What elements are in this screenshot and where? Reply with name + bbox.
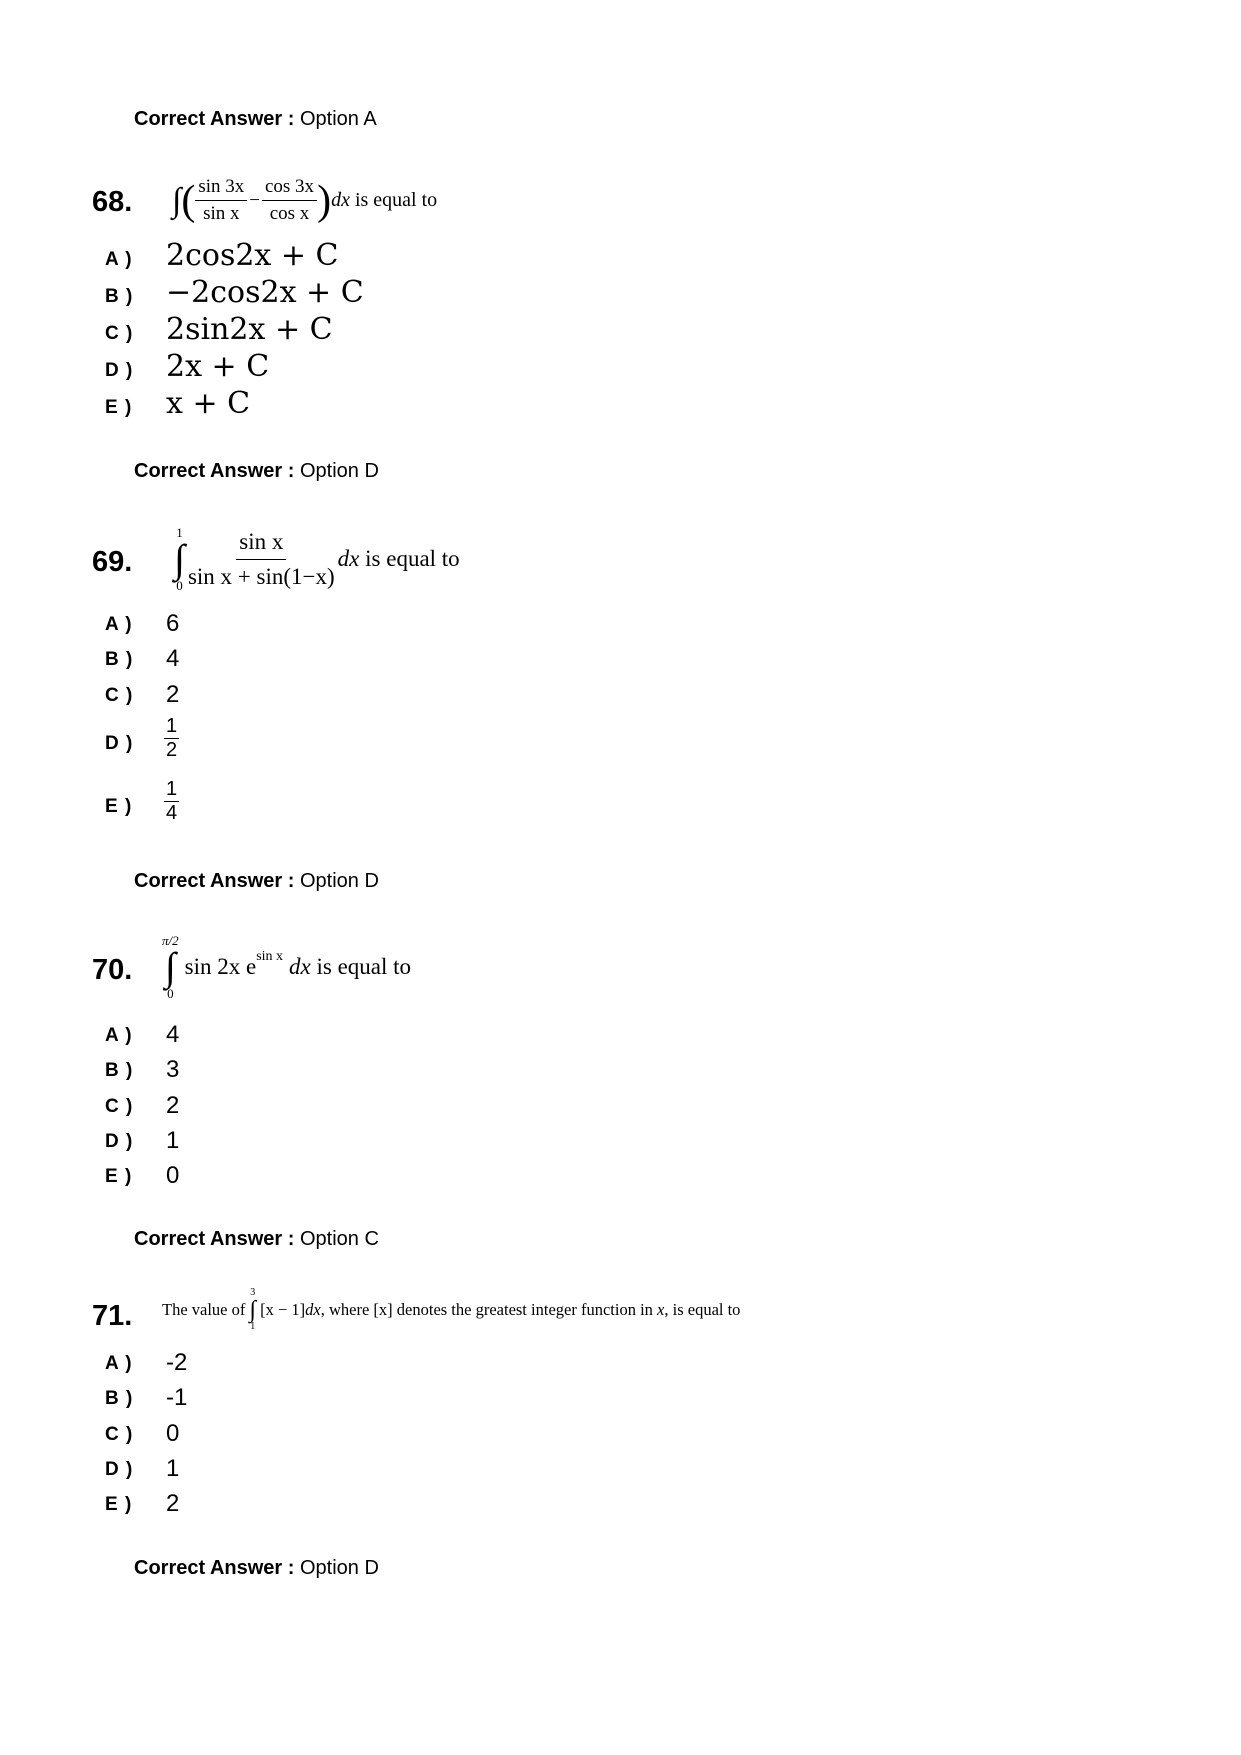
option-value-71-c: 0 bbox=[166, 1420, 180, 1447]
option-value-70-b: 3 bbox=[166, 1056, 180, 1083]
correct-answer-71: Correct Answer : Option D bbox=[134, 1557, 379, 1579]
option-value-69-b: 4 bbox=[166, 645, 180, 672]
option-label-71-b: B ) bbox=[105, 1388, 134, 1409]
option-label-70-d: D ) bbox=[105, 1131, 134, 1152]
integral-sign: ∫ bbox=[172, 181, 182, 219]
question-number-70: 70. bbox=[92, 954, 133, 986]
integral-sign: ∫ bbox=[249, 1297, 257, 1323]
option-label-68-d: D ) bbox=[105, 360, 134, 381]
option-value-69-a: 6 bbox=[166, 610, 180, 637]
question-70-text: π/2 ∫ 0 sin 2x e sin x dx is equal to bbox=[162, 933, 412, 1001]
integral-with-limits: 1 ∫ 0 bbox=[174, 525, 185, 593]
option-label-69-d: D ) bbox=[105, 733, 134, 754]
option-label-69-b: B ) bbox=[105, 649, 134, 670]
fraction-cos3x-cosx: $\frac{\cos 3x}{\text{cos x}}$ bbox=[262, 176, 317, 225]
option-label-70-e: E ) bbox=[105, 1166, 133, 1187]
option-label-68-b: B ) bbox=[105, 286, 134, 307]
option-value-68-e: x + C bbox=[166, 386, 251, 421]
question-number-69: 69. bbox=[92, 546, 133, 578]
option-label-70-b: B ) bbox=[105, 1060, 134, 1081]
question-71-text: The value of 3 ∫ 1 [x − 1] dx , where [x] denotes the greatest integer function in x , is equal to bbox=[162, 1287, 741, 1332]
option-value-71-e: 2 bbox=[166, 1490, 180, 1517]
option-label-71-e: E ) bbox=[105, 1494, 133, 1515]
option-label-69-a: A ) bbox=[105, 614, 133, 635]
question-number-71: 71. bbox=[92, 1300, 133, 1332]
option-label-68-c: C ) bbox=[105, 323, 134, 344]
option-label-70-a: A ) bbox=[105, 1025, 133, 1046]
fraction-sin3x-sinx: $\frac{\sin 3x}{\text{sin x}}$ bbox=[195, 176, 247, 225]
fraction-integrand: $\frac{\text{sin x}}{\text{sin x + sin(1−x)}}$ bbox=[187, 528, 335, 589]
option-label-69-c: C ) bbox=[105, 685, 134, 706]
correct-answer-69: Correct Answer : Option D bbox=[134, 870, 379, 892]
integral-sign: ∫ bbox=[174, 536, 185, 581]
option-value-71-d: 1 bbox=[166, 1455, 180, 1482]
integral-with-limits: π/2 ∫ 0 bbox=[162, 933, 179, 1001]
option-label-68-a: A ) bbox=[105, 249, 133, 270]
option-value-69-d: 1 2 bbox=[166, 715, 178, 761]
option-value-69-e: 1 4 bbox=[166, 778, 178, 824]
option-value-69-c: 2 bbox=[166, 681, 180, 708]
question-68-text: ∫ ( $\frac{\sin 3x}{\text{sin x}}$ − $\frac{\cos 3x}{\text{cos x}}$ ) dx is equal to bbox=[172, 176, 438, 224]
option-value-68-a: 2cos2x + C bbox=[166, 238, 339, 273]
correct-answer-70: Correct Answer : Option C bbox=[134, 1228, 379, 1250]
option-label-71-a: A ) bbox=[105, 1353, 133, 1374]
option-value-68-d: 2x + C bbox=[166, 349, 270, 384]
option-label-69-e: E ) bbox=[105, 796, 133, 817]
option-value-70-e: 0 bbox=[166, 1162, 180, 1189]
option-value-68-b: −2cos2x + C bbox=[166, 275, 364, 310]
integral-with-limits: 3 ∫ 1 bbox=[249, 1287, 257, 1332]
question-number-68: 68. bbox=[92, 186, 133, 218]
option-value-70-a: 4 bbox=[166, 1021, 180, 1048]
option-value-70-c: 2 bbox=[166, 1092, 180, 1119]
option-value-71-a: -2 bbox=[166, 1349, 188, 1376]
integral-sign: ∫ bbox=[164, 944, 176, 989]
option-value-70-d: 1 bbox=[166, 1127, 180, 1154]
option-label-68-e: E ) bbox=[105, 397, 133, 418]
option-label-71-c: C ) bbox=[105, 1424, 134, 1445]
option-label-71-d: D ) bbox=[105, 1459, 134, 1480]
option-value-68-c: 2sin2x + C bbox=[166, 312, 333, 347]
correct-answer-67: Correct Answer : Option A bbox=[134, 108, 377, 130]
option-label-70-c: C ) bbox=[105, 1096, 134, 1117]
question-69-text: 1 ∫ 0 $\frac{\text{sin x}}{\text{sin x + sin(1−x)}}$ dx is equal to bbox=[174, 525, 460, 593]
correct-answer-68: Correct Answer : Option D bbox=[134, 460, 379, 482]
option-value-71-b: -1 bbox=[166, 1384, 188, 1411]
